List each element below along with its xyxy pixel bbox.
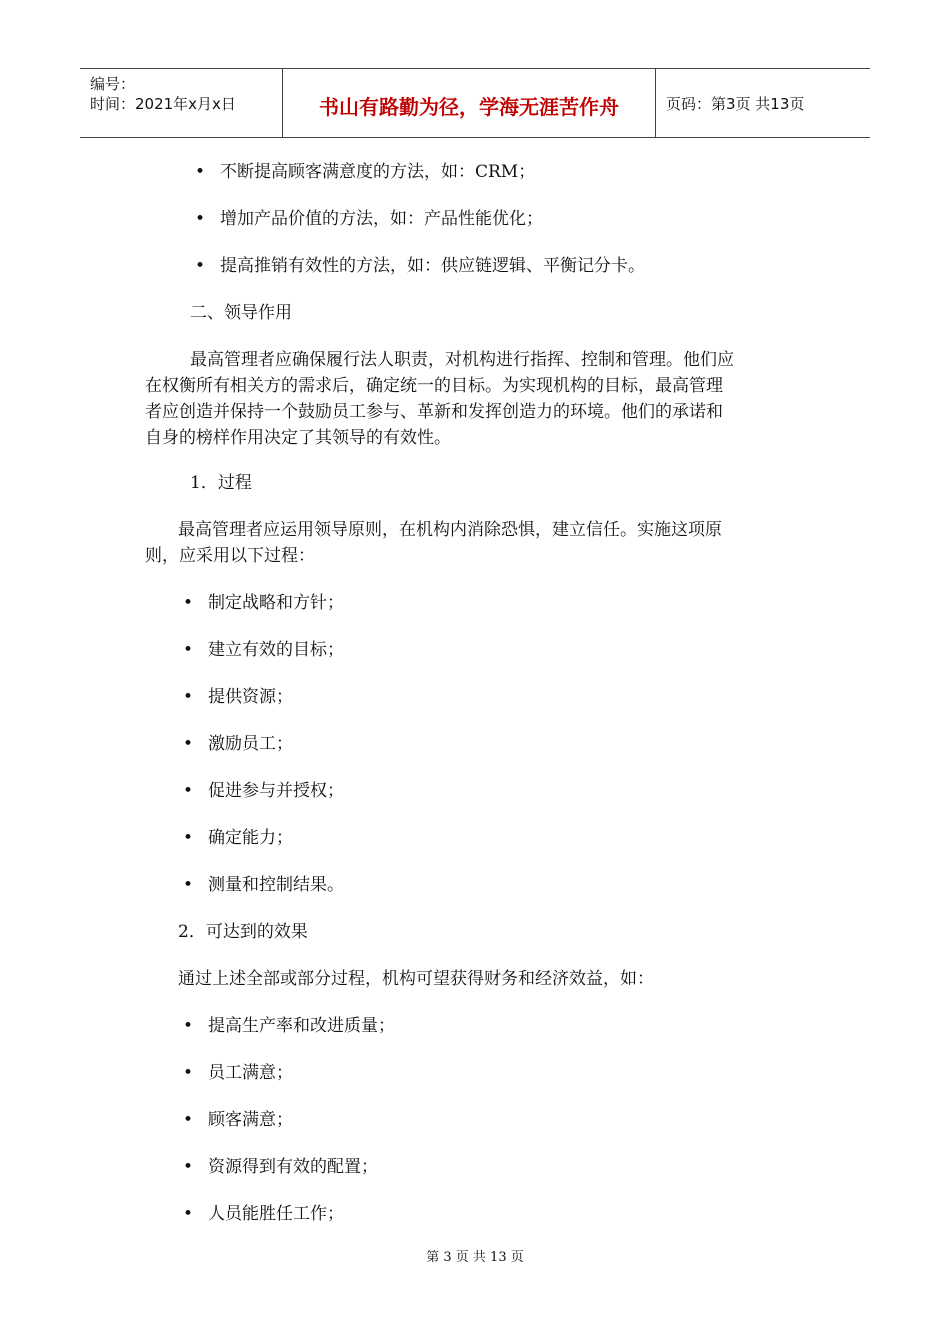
bullet-icon: •: [183, 828, 194, 848]
bullet-icon: •: [183, 687, 194, 707]
bullet-icon: •: [195, 256, 206, 276]
list-item: 提高推销有效性的方法，如：供应链逻辑、平衡记分卡。: [220, 256, 645, 276]
bullet-icon: •: [183, 1016, 194, 1036]
list-item: 增加产品价值的方法，如：产品性能优化；: [220, 209, 543, 229]
bullet-icon: •: [183, 593, 194, 613]
list-item: 提供资源；: [208, 687, 293, 707]
bullet-icon: •: [183, 1110, 194, 1130]
bullet-icon: •: [183, 781, 194, 801]
bullet-icon: •: [183, 875, 194, 895]
list-item: 测量和控制结果。: [208, 875, 344, 895]
list-item: 提高生产率和改进质量；: [208, 1016, 395, 1036]
subsection-heading: 1．过程: [190, 473, 252, 493]
paragraph-line: 在权衡所有相关方的需求后，确定统一的目标。为实现机构的目标，最高管理: [145, 376, 723, 396]
bullet-icon: •: [183, 1204, 194, 1224]
bullet-icon: •: [183, 1063, 194, 1083]
list-item: 不断提高顾客满意度的方法，如：CRM；: [220, 162, 536, 182]
header-motto-cell: [282, 69, 656, 137]
list-item: 建立有效的目标；: [208, 640, 344, 660]
paragraph-line: 通过上述全部或部分过程，机构可望获得财务和经济效益，如：: [178, 969, 654, 989]
bullet-icon: •: [183, 1157, 194, 1177]
page-footer: 第 3 页 共 13 页: [426, 1250, 524, 1265]
paragraph-line: 则，应采用以下过程：: [145, 546, 315, 566]
list-item: 资源得到有效的配置；: [208, 1157, 378, 1177]
list-item: 员工满意；: [208, 1063, 293, 1083]
subsection-heading: 2．可达到的效果: [178, 922, 308, 942]
page-info: 页码：第3页 共13页: [666, 95, 805, 113]
list-item: 顾客满意；: [208, 1110, 293, 1130]
paragraph-line: 者应创造并保持一个鼓励员工参与、革新和发挥创造力的环境。他们的承诺和: [145, 402, 723, 422]
list-item: 激励员工；: [208, 734, 293, 754]
page-header: [80, 68, 870, 138]
number-label: 编号：: [90, 75, 136, 93]
bullet-icon: •: [195, 162, 206, 182]
motto: 书山有路勤为径，学海无涯苦作舟: [319, 95, 619, 119]
bullet-icon: •: [183, 734, 194, 754]
time-label: 时间：2021年x月x日: [90, 95, 236, 113]
paragraph-line: 最高管理者应运用领导原则，在机构内消除恐惧，建立信任。实施这项原: [178, 520, 722, 540]
header-left-cell: [80, 69, 282, 137]
paragraph-line: 最高管理者应确保履行法人职责，对机构进行指挥、控制和管理。他们应: [190, 350, 734, 370]
bullet-icon: •: [183, 640, 194, 660]
list-item: 确定能力；: [208, 828, 293, 848]
list-item: 促进参与并授权；: [208, 781, 344, 801]
list-item: 人员能胜任工作；: [208, 1204, 344, 1224]
list-item: 制定战略和方针；: [208, 593, 344, 613]
header-right-cell: [656, 69, 870, 137]
bullet-icon: •: [195, 209, 206, 229]
section-heading: 二、领导作用: [190, 303, 292, 323]
paragraph-line: 自身的榜样作用决定了其领导的有效性。: [145, 428, 451, 448]
